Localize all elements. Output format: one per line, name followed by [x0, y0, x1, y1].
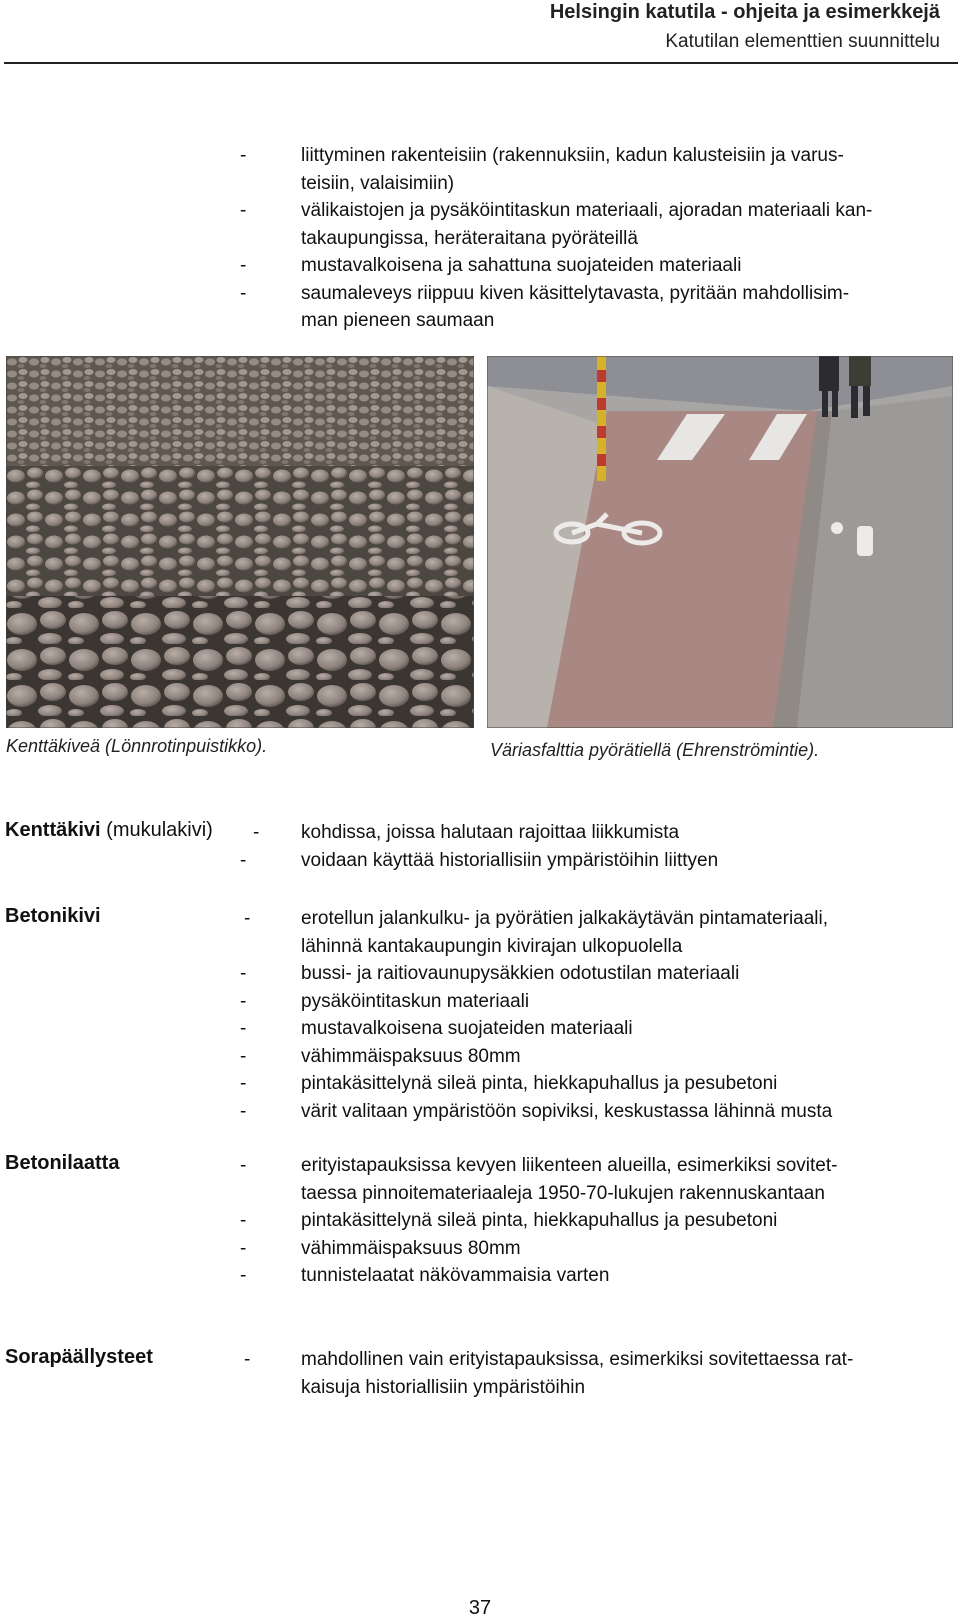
list-text-line: välikaistojen ja pysäköintitaskun materiaali, ajoradan materiaali kan-	[301, 200, 873, 221]
list-dash: -	[253, 822, 260, 843]
list-dash: -	[240, 849, 247, 871]
list-item	[0, 905, 960, 960]
page-header	[0, 0, 960, 66]
list-text-line: taessa pinnoitemateriaaleja 1950-70-lukujen rakennuskantaan	[301, 1182, 825, 1204]
section-sorapaallysteet	[0, 1346, 960, 1401]
bike-path-photo	[487, 356, 953, 728]
list-dash: -	[240, 1018, 247, 1039]
left-photo-caption: Kenttäkiveä (Lönnrotinpuistikko).	[6, 736, 268, 756]
section-kenttakivi	[0, 819, 960, 874]
list-dash: -	[240, 1045, 247, 1067]
term-betonikivi: Betonikivi	[5, 905, 101, 927]
list-text-line: mustavalkoisena suojateiden materiaali	[301, 1018, 633, 1039]
list-item	[0, 1098, 960, 1126]
cobblestone-photo	[6, 356, 474, 728]
list-dash: -	[240, 1210, 247, 1231]
list-item	[0, 960, 960, 988]
list-text-line: lähinnä kantakaupungin kivirajan ulkopuolella	[301, 935, 683, 957]
list-text-line: man pieneen saumaan	[301, 310, 495, 331]
list-item	[0, 1043, 960, 1071]
list-dash: -	[240, 255, 247, 276]
section-betonilaatta	[0, 1152, 960, 1290]
list-text-line: teisiin, valaisimiin)	[301, 172, 455, 194]
list-dash: -	[240, 990, 247, 1012]
list-item	[0, 1015, 960, 1043]
list-item	[0, 1207, 960, 1235]
list-item	[0, 847, 960, 875]
page-number: 37	[468, 1597, 492, 1619]
list-text-line: tunnistelaatat näkövammaisia varten	[301, 1265, 610, 1286]
list-text-line: erotellun jalankulku- ja pyörätien jalkakäytävän pintamateriaali,	[301, 908, 829, 929]
section-betonikivi	[0, 905, 960, 1125]
list-text-line: takaupungissa, heräteraitana pyöräteillä	[301, 227, 638, 249]
list-item	[0, 1152, 960, 1207]
list-text-line: mahdollinen vain erityistapauksissa, esimerkiksi sovitettaessa rat-	[301, 1349, 854, 1370]
term-qualifier: (mukulakivi)	[106, 819, 213, 841]
list-item	[0, 1235, 960, 1263]
list-dash: -	[244, 1349, 251, 1370]
list-dash: -	[240, 145, 247, 166]
chapter-subtitle: Katutilan elementtien suunnittelu	[665, 31, 940, 52]
right-photo-caption: Väriasfalttia pyörätiellä (Ehrenströmintie).	[490, 740, 820, 760]
list-dash: -	[240, 1265, 247, 1286]
list-dash: -	[240, 200, 247, 221]
striped-pole	[597, 356, 606, 481]
term-sorapaallysteet: Sorapäällysteet	[5, 1346, 153, 1368]
list-text-line: erityistapauksissa kevyen liikenteen alueilla, esimerkiksi sovitet-	[301, 1155, 838, 1176]
list-item	[0, 988, 960, 1016]
intro-list	[0, 142, 960, 335]
list-item	[0, 252, 960, 280]
list-dash: -	[240, 963, 247, 984]
list-text-line: vähimmäispaksuus 80mm	[301, 1237, 521, 1259]
list-text-line: pintakäsittelynä sileä pinta, hiekkapuhallus ja pesubetoni	[301, 1073, 778, 1094]
document-title: Helsingin katutila - ohjeita ja esimerkkejä	[549, 1, 940, 23]
list-dash: -	[240, 1073, 247, 1094]
list-dash: -	[240, 1100, 247, 1122]
list-dash: -	[244, 908, 251, 929]
list-text-line: kaisuja historiallisiin ympäristöihin	[301, 1376, 586, 1398]
list-dash: -	[240, 1155, 247, 1176]
header-rule	[4, 62, 958, 64]
list-text-line: pintakäsittelynä sileä pinta, hiekkapuhallus ja pesubetoni	[301, 1210, 778, 1231]
list-text-line: pysäköintitaskun materiaali	[301, 990, 530, 1012]
list-text-line: saumaleveys riippuu kiven käsittelytavasta, pyritään mahdollisim-	[301, 282, 850, 304]
list-text-line: bussi- ja raitiovaunupysäkkien odotustilan materiaali	[301, 963, 740, 984]
list-item	[0, 1262, 960, 1290]
list-text-line: kohdissa, joissa halutaan rajoittaa liikkumista	[301, 822, 680, 843]
list-text-line: värit valitaan ympäristöön sopiviksi, keskustassa lähinnä musta	[301, 1100, 833, 1122]
term-label: Kenttäkivi	[5, 819, 101, 841]
list-dash: -	[240, 282, 247, 304]
list-item	[0, 280, 960, 335]
list-item	[0, 142, 960, 197]
list-text-line: voidaan käyttää historiallisiin ympäristöihin liittyen	[301, 849, 719, 871]
list-item	[0, 819, 960, 847]
list-item	[0, 1070, 960, 1098]
list-text-line: vähimmäispaksuus 80mm	[301, 1045, 521, 1067]
list-text-line: mustavalkoisena ja sahattuna suojateiden materiaali	[301, 255, 742, 276]
list-item	[0, 197, 960, 252]
list-item	[0, 1346, 960, 1401]
list-text-line: liittyminen rakenteisiin (rakennuksiin, kadun kalusteisiin ja varus-	[301, 145, 844, 166]
list-dash: -	[240, 1237, 247, 1259]
term-betonilaatta: Betonilaatta	[5, 1152, 120, 1174]
